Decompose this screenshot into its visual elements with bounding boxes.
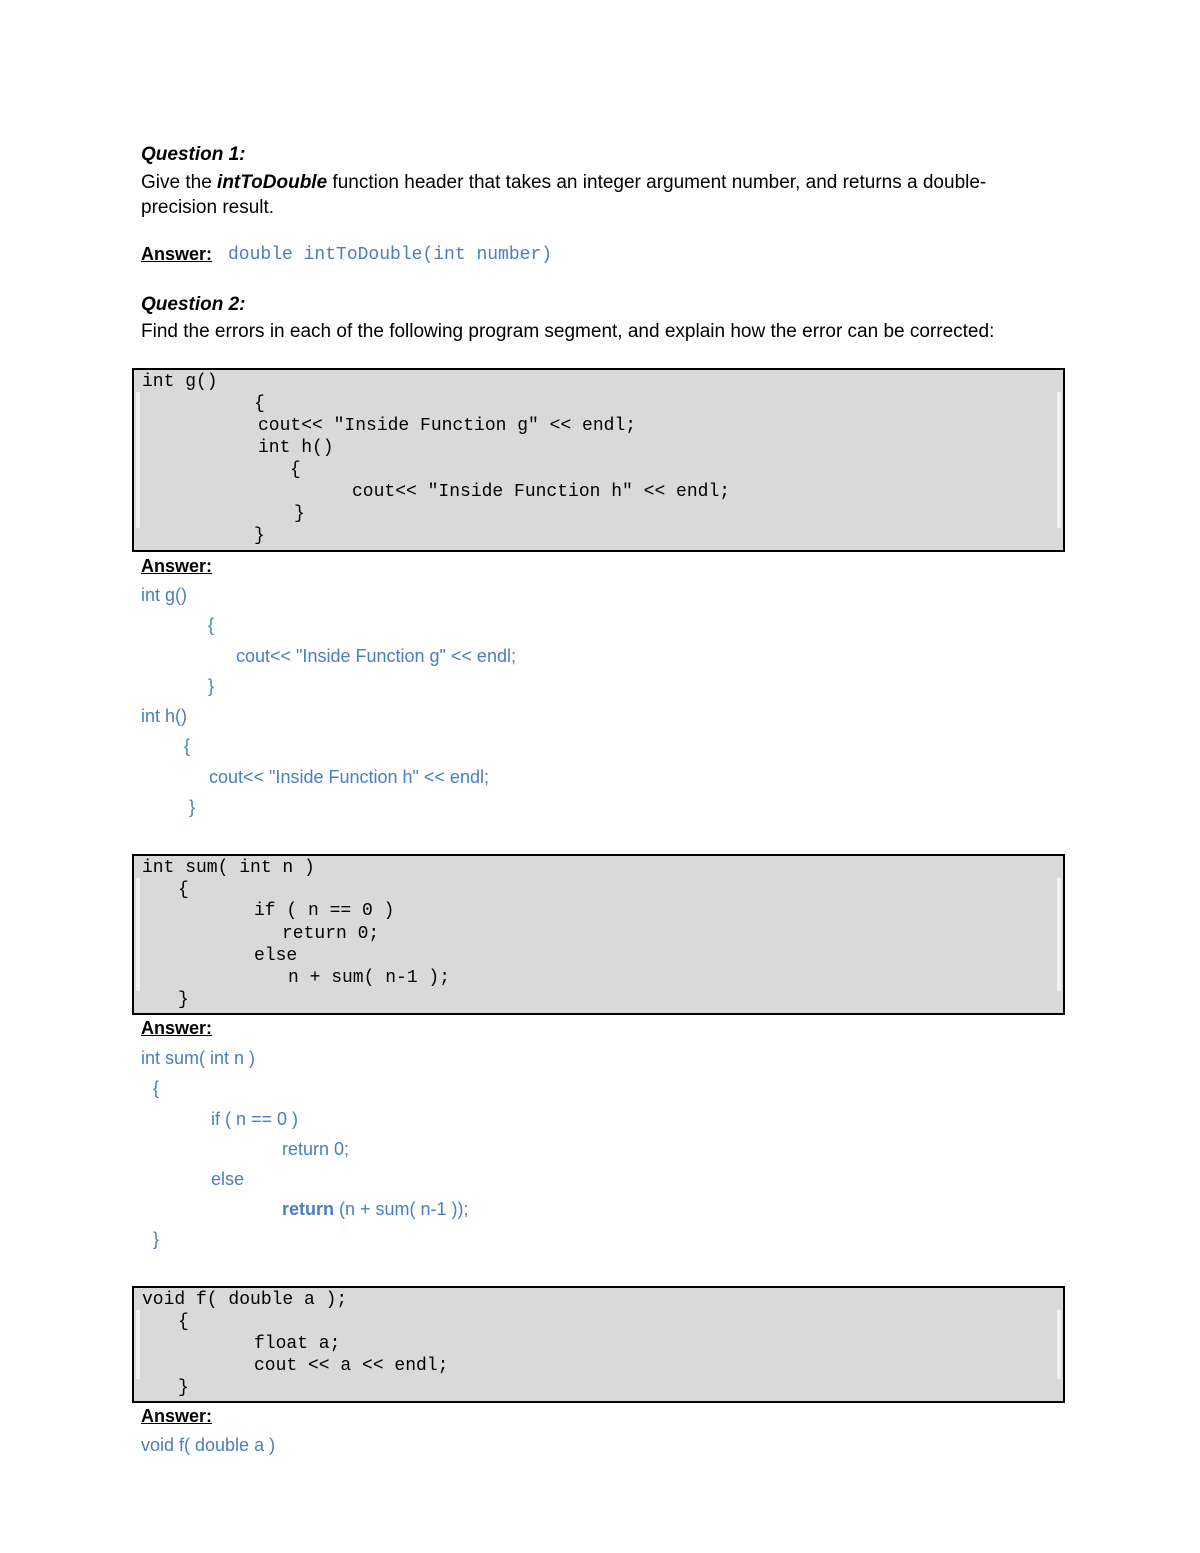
code-segment-3 bbox=[132, 1286, 1065, 1403]
code-line: } bbox=[178, 1378, 189, 1398]
box-inner-edge bbox=[136, 878, 140, 991]
answer-line: { bbox=[208, 615, 215, 635]
code-line: } bbox=[254, 526, 265, 546]
question-1-text-pre: Give the bbox=[141, 172, 218, 193]
code-segment-2 bbox=[132, 854, 1065, 1015]
code-line: { bbox=[178, 1312, 189, 1332]
answer-line-return bbox=[282, 1199, 469, 1220]
segment-3-answer-label: Answer: bbox=[141, 1406, 213, 1426]
question-2-heading: Question 2: bbox=[141, 294, 246, 315]
question-2-prompt: Find the errors in each of the following program segment, and explain how the error can be corrected: bbox=[141, 321, 995, 342]
question-1-text-post: function header that takes an integer argument number, and returns a double- bbox=[327, 172, 987, 193]
segment-2-answer-label: Answer: bbox=[141, 1018, 213, 1038]
answer-line: int sum( int n ) bbox=[141, 1048, 256, 1068]
return-expression: (n + sum( n-1 )); bbox=[334, 1199, 469, 1219]
code-line: { bbox=[178, 880, 189, 900]
question-1-text-line2: precision result. bbox=[141, 197, 275, 218]
answer-line: } bbox=[189, 797, 196, 817]
question-1-function-name: intToDouble bbox=[217, 172, 328, 193]
code-line: { bbox=[290, 460, 301, 480]
return-keyword: return bbox=[282, 1199, 335, 1219]
question-1-heading: Question 1: bbox=[141, 144, 246, 165]
answer-line: else bbox=[211, 1169, 245, 1189]
question-1-answer-code: double intToDouble(int number) bbox=[228, 245, 553, 265]
code-line: } bbox=[178, 990, 189, 1010]
segment-1-answer-label: Answer: bbox=[141, 556, 213, 576]
box-inner-edge bbox=[136, 1310, 140, 1379]
code-line: float a; bbox=[254, 1334, 341, 1354]
answer-line: { bbox=[153, 1078, 160, 1098]
code-line: cout<< "Inside Function h" << endl; bbox=[352, 482, 731, 502]
answer-line: if ( n == 0 ) bbox=[211, 1109, 299, 1129]
code-segment-1 bbox=[132, 368, 1065, 552]
answer-line: } bbox=[153, 1229, 160, 1249]
answer-line: cout<< "Inside Function g" << endl; bbox=[236, 646, 516, 666]
code-line: } bbox=[294, 504, 305, 524]
code-line: n + sum( n-1 ); bbox=[288, 968, 451, 988]
code-line: int g() bbox=[142, 372, 218, 392]
answer-line: } bbox=[208, 676, 215, 696]
question-1-answer-label: Answer: bbox=[141, 244, 213, 264]
question-1-text-line1 bbox=[141, 171, 986, 195]
box-inner-edge bbox=[1057, 878, 1061, 991]
code-line: void f( double a ); bbox=[142, 1290, 348, 1310]
code-line: int h() bbox=[258, 438, 334, 458]
code-line: else bbox=[254, 946, 298, 966]
answer-line: cout<< "Inside Function h" << endl; bbox=[209, 767, 489, 787]
code-line: int sum( int n ) bbox=[142, 858, 315, 878]
code-line: cout << a << endl; bbox=[254, 1356, 449, 1376]
answer-line: void f( double a ) bbox=[141, 1435, 276, 1455]
box-inner-edge bbox=[1057, 1310, 1061, 1379]
code-line: return 0; bbox=[282, 924, 380, 944]
answer-line: { bbox=[184, 736, 191, 756]
answer-line: return 0; bbox=[282, 1139, 350, 1159]
answer-line: int h() bbox=[141, 706, 188, 726]
code-line: cout<< "Inside Function g" << endl; bbox=[258, 416, 637, 436]
box-inner-edge bbox=[136, 392, 140, 528]
code-line: { bbox=[254, 394, 265, 414]
answer-line: int g() bbox=[141, 585, 188, 605]
code-line: if ( n == 0 ) bbox=[254, 901, 395, 921]
box-inner-edge bbox=[1057, 392, 1061, 528]
